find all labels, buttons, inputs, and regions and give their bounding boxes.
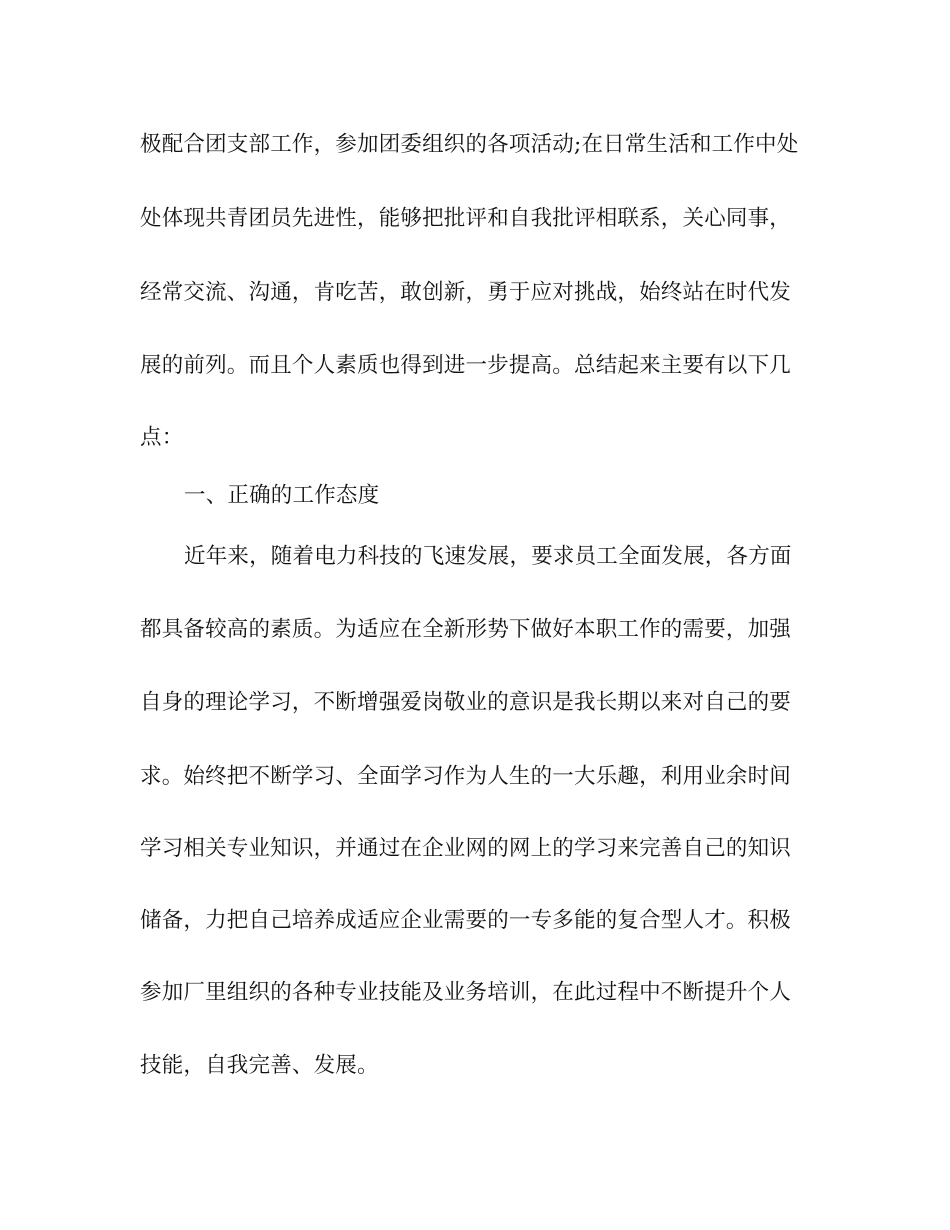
paragraph-line: 都具备较高的素质。为适应在全新形势下做好本职工作的需要，加强 xyxy=(140,617,792,642)
paragraph-line: 自身的理论学习，不断增强爱岗敬业的意识是我长期以来对自己的要 xyxy=(140,690,792,715)
paragraph-line: 近年来，随着电力科技的飞速发展，要求员工全面发展，各方面 xyxy=(184,544,792,569)
paragraph-line: 经常交流、沟通，肯吃苦，敢创新，勇于应对挑战，始终站在时代发 xyxy=(140,280,792,305)
paragraph-line: 储备，力把自己培养成适应企业需要的一专多能的复合型人才。积极 xyxy=(140,908,792,933)
paragraph-line: 极配合团支部工作，参加团委组织的各项活动;在日常生活和工作中处 xyxy=(140,132,799,157)
paragraph-line: 展的前列。而且个人素质也得到进一步提高。总结起来主要有以下几 xyxy=(140,353,792,378)
paragraph-line: 点： xyxy=(140,425,184,450)
paragraph-line: 技能，自我完善、发展。 xyxy=(140,1053,379,1078)
paragraph-line: 求。始终把不断学习、全面学习作为人生的一大乐趣，利用业余时间 xyxy=(140,764,792,789)
section-heading: 一、正确的工作态度 xyxy=(184,483,380,508)
paragraph-line: 参加厂里组织的各种专业技能及业务培训，在此过程中不断提升个人 xyxy=(140,980,792,1005)
paragraph-line: 学习相关专业知识，并通过在企业网的网上的学习来完善自己的知识 xyxy=(140,836,792,861)
paragraph-line: 处体现共青团员先进性，能够把批评和自我批评相联系，关心同事， xyxy=(140,206,792,231)
